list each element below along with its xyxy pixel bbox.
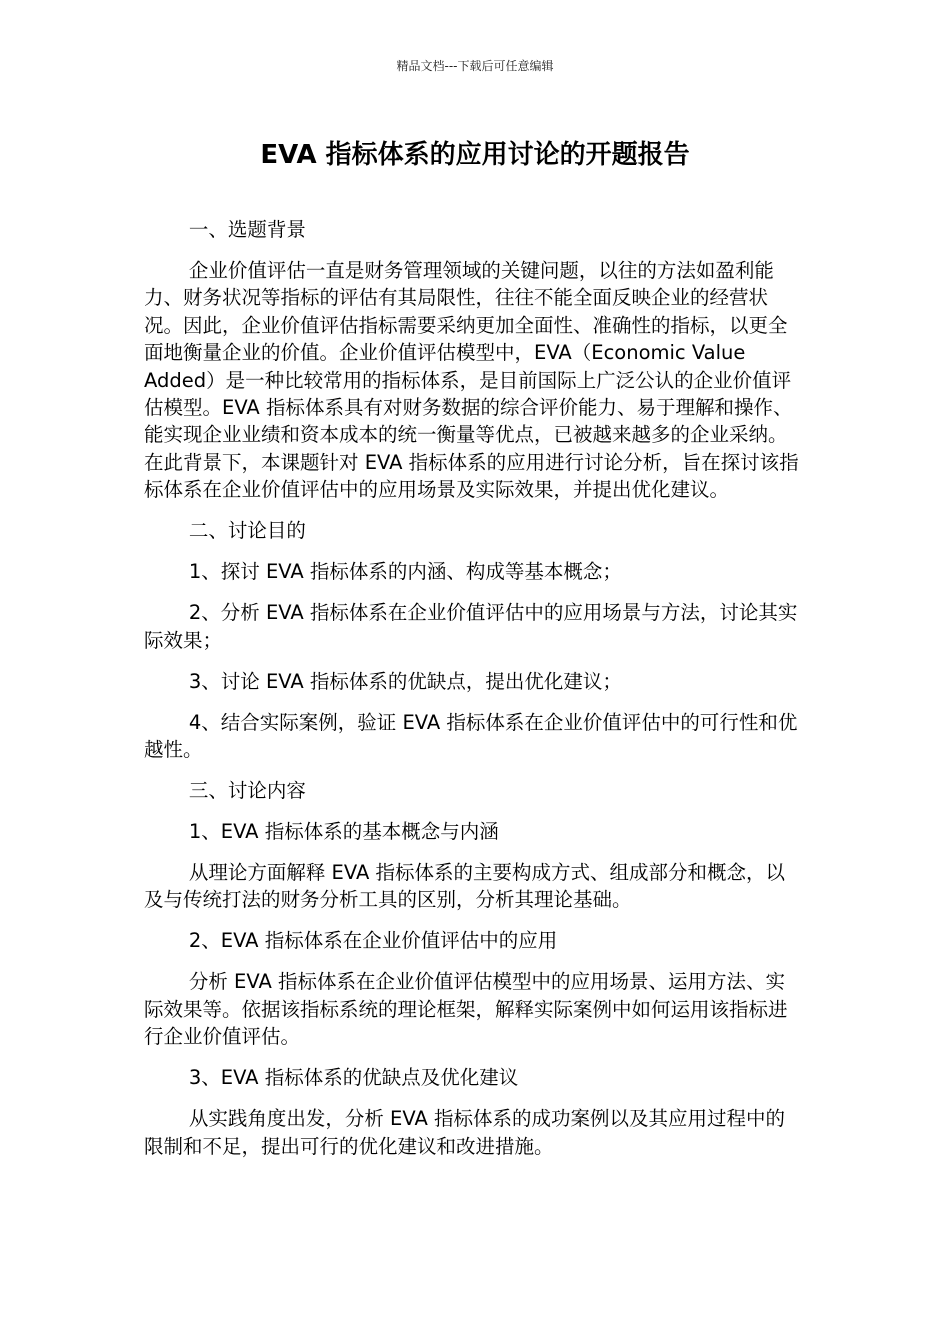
subsection-heading: 1、EVA 指标体系的基本概念与内涵 — [188, 820, 499, 844]
document-title: EVA 指标体系的应用讨论的开题报告 — [260, 140, 690, 170]
subsection-heading: 3、EVA 指标体系的优缺点及优化建议 — [188, 1066, 519, 1090]
subsection-heading: 2、EVA 指标体系在企业价值评估中的应用 — [188, 929, 558, 953]
document-body — [144, 216, 800, 1174]
subsection-paragraph: 分析 EVA 指标体系在企业价值评估模型中的应用场景、运用方法、实际效果等。依据该指标系统的理论框架，解释实际案例中如何运用该指标进行企业价值评估。 — [144, 970, 788, 1049]
section-heading-background: 一、选题背景 — [188, 218, 306, 241]
section-heading-purpose: 二、讨论目的 — [188, 519, 306, 543]
subsection-paragraph: 从实践角度出发，分析 EVA 指标体系的成功案例以及其应用过程中的限制和不足，提出可行的优化建议和改进措施。 — [144, 1107, 785, 1158]
header-note: 精品文档---下载后可任意编辑 — [396, 59, 554, 73]
section-heading-content: 三、讨论内容 — [188, 779, 306, 803]
subsection-paragraph: 从理论方面解释 EVA 指标体系的主要构成方式、组成部分和概念，以及与传统打法的财务分析工具的区别，分析其理论基础。 — [144, 861, 785, 912]
purpose-item: 2、分析 EVA 指标体系在企业价值评估中的应用场景与方法，讨论其实际效果； — [144, 601, 798, 652]
purpose-item: 4、结合实际案例，验证 EVA 指标体系在企业价值评估中的可行性和优越性。 — [144, 710, 798, 762]
purpose-item: 1、探讨 EVA 指标体系的内涵、构成等基本概念； — [188, 560, 622, 584]
background-paragraph: 企业价值评估一直是财务管理领域的关键问题，以往的方法如盈利能力、财务状况等指标的评估有其局限性，往往不能全面反映企业的经营状况。因此，企业价值评估指标需要采纳更加全面性、准确性的指标，以更全面地衡量企业的价值。企业价值评估模型中，EVA（Economic Value Added）是一种比较常用的指标体系，是目前国际上广泛公认的企业价值评估模型。EVA 指标体系具有对财务数据的综合评价能力、易于理解和操作、能实现企业业绩和资本成本的统一衡量等优点，已被越来越多的企业采纳。在此背景下，本课题针对 EVA 指标体系的应用进行讨论分析，旨在探讨该指标体系在企业价值评估中的应用场景及实际效果，并提出优化建议。 — [144, 259, 799, 502]
purpose-item: 3、讨论 EVA 指标体系的优缺点，提出优化建议； — [188, 669, 622, 693]
